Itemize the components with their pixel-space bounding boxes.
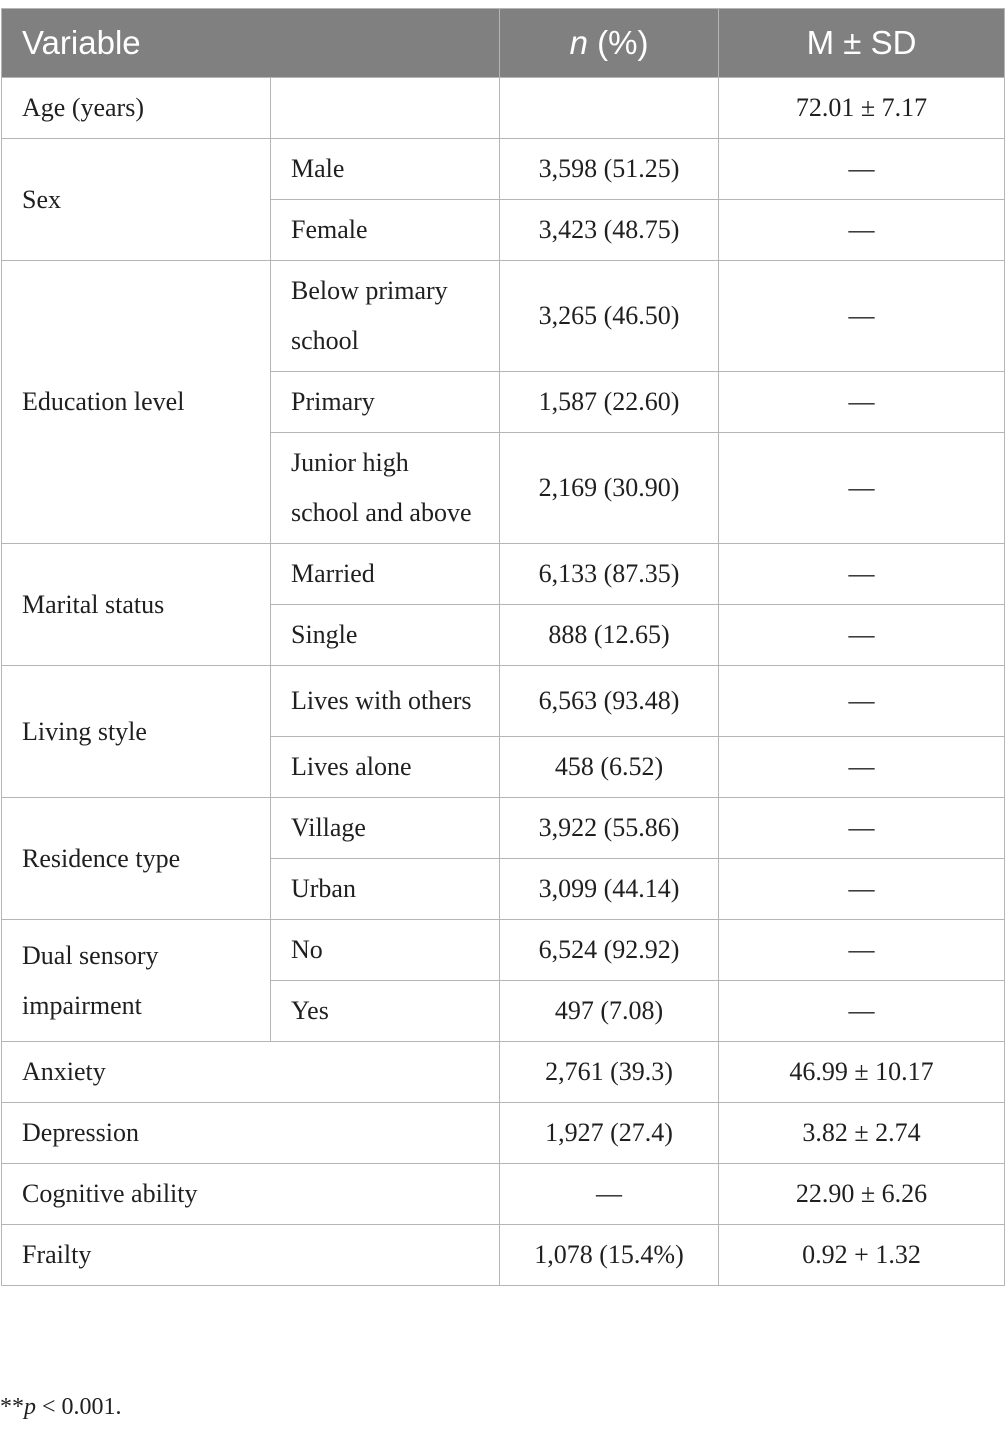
row-label: Frailty bbox=[2, 1225, 500, 1286]
cell-msd: — bbox=[719, 798, 1005, 859]
row-group-label: Residence type bbox=[2, 798, 271, 920]
cell-msd: 0.92 + 1.32 bbox=[719, 1225, 1005, 1286]
footnote-rest: < 0.001. bbox=[36, 1394, 122, 1420]
table-row bbox=[2, 78, 1005, 139]
table-row bbox=[2, 261, 1005, 372]
cell-n: 1,587 (22.60) bbox=[500, 372, 719, 433]
cell-n: 3,265 (46.50) bbox=[500, 261, 719, 372]
cell-n: 1,078 (15.4%) bbox=[500, 1225, 719, 1286]
cell-n bbox=[500, 78, 719, 139]
cell-msd: — bbox=[719, 544, 1005, 605]
cell-n: 6,563 (93.48) bbox=[500, 666, 719, 737]
cell-n: 3,922 (55.86) bbox=[500, 798, 719, 859]
footnote-p: p bbox=[24, 1394, 36, 1420]
empty-cell bbox=[271, 78, 500, 139]
cell-msd: 22.90 ± 6.26 bbox=[719, 1164, 1005, 1225]
row-sublabel: Below primary school bbox=[271, 261, 500, 372]
cell-msd: 3.82 ± 2.74 bbox=[719, 1103, 1005, 1164]
row-sublabel: Female bbox=[271, 200, 500, 261]
row-group-label: Dual sensory impairment bbox=[2, 920, 271, 1042]
table-row bbox=[2, 1225, 1005, 1286]
row-label: Anxiety bbox=[2, 1042, 500, 1103]
cell-msd: — bbox=[719, 737, 1005, 798]
row-label: Depression bbox=[2, 1103, 500, 1164]
row-sublabel: Junior high school and above bbox=[271, 433, 500, 544]
cell-msd: 46.99 ± 10.17 bbox=[719, 1042, 1005, 1103]
table-footnote bbox=[0, 1394, 122, 1421]
cell-n: 3,598 (51.25) bbox=[500, 139, 719, 200]
row-sublabel: Lives with others bbox=[271, 666, 500, 737]
cell-n: 6,524 (92.92) bbox=[500, 920, 719, 981]
cell-n: 1,927 (27.4) bbox=[500, 1103, 719, 1164]
table-row bbox=[2, 544, 1005, 605]
cell-n: 3,423 (48.75) bbox=[500, 200, 719, 261]
cell-msd: — bbox=[719, 920, 1005, 981]
cell-msd: — bbox=[719, 200, 1005, 261]
row-label: Cognitive ability bbox=[2, 1164, 500, 1225]
cell-msd: — bbox=[719, 372, 1005, 433]
header-variable: Variable bbox=[2, 9, 500, 78]
row-sublabel: Lives alone bbox=[271, 737, 500, 798]
table-row bbox=[2, 798, 1005, 859]
row-sublabel: Yes bbox=[271, 981, 500, 1042]
demographics-table bbox=[1, 8, 1005, 1286]
cell-n: 2,169 (30.90) bbox=[500, 433, 719, 544]
cell-msd: — bbox=[719, 605, 1005, 666]
row-group-label: Living style bbox=[2, 666, 271, 798]
footnote-stars: ** bbox=[0, 1394, 24, 1420]
cell-msd: 72.01 ± 7.17 bbox=[719, 78, 1005, 139]
cell-n: 497 (7.08) bbox=[500, 981, 719, 1042]
cell-msd: — bbox=[719, 433, 1005, 544]
row-group-label: Marital status bbox=[2, 544, 271, 666]
cell-msd: — bbox=[719, 981, 1005, 1042]
table-header-row bbox=[2, 9, 1005, 78]
row-sublabel: Primary bbox=[271, 372, 500, 433]
cell-n: 458 (6.52) bbox=[500, 737, 719, 798]
row-sublabel: Village bbox=[271, 798, 500, 859]
cell-n: — bbox=[500, 1164, 719, 1225]
row-sublabel: Urban bbox=[271, 859, 500, 920]
header-n-italic: n bbox=[569, 24, 588, 61]
row-group-label: Sex bbox=[2, 139, 271, 261]
cell-msd: — bbox=[719, 261, 1005, 372]
cell-n: 3,099 (44.14) bbox=[500, 859, 719, 920]
header-n-percent bbox=[500, 9, 719, 78]
table-row bbox=[2, 1164, 1005, 1225]
cell-n: 2,761 (39.3) bbox=[500, 1042, 719, 1103]
row-label: Age (years) bbox=[2, 78, 271, 139]
cell-msd: — bbox=[719, 666, 1005, 737]
header-n-rest: (%) bbox=[587, 24, 649, 61]
table-row bbox=[2, 1042, 1005, 1103]
header-mean-sd: M ± SD bbox=[719, 9, 1005, 78]
table-row bbox=[2, 1103, 1005, 1164]
row-sublabel: Male bbox=[271, 139, 500, 200]
row-sublabel: Married bbox=[271, 544, 500, 605]
cell-msd: — bbox=[719, 139, 1005, 200]
row-sublabel: No bbox=[271, 920, 500, 981]
table-container bbox=[0, 8, 1005, 1286]
cell-n: 888 (12.65) bbox=[500, 605, 719, 666]
cell-msd: — bbox=[719, 859, 1005, 920]
cell-n: 6,133 (87.35) bbox=[500, 544, 719, 605]
row-sublabel: Single bbox=[271, 605, 500, 666]
table-row bbox=[2, 920, 1005, 981]
row-group-label: Education level bbox=[2, 261, 271, 544]
table-row bbox=[2, 666, 1005, 737]
table-row bbox=[2, 139, 1005, 200]
